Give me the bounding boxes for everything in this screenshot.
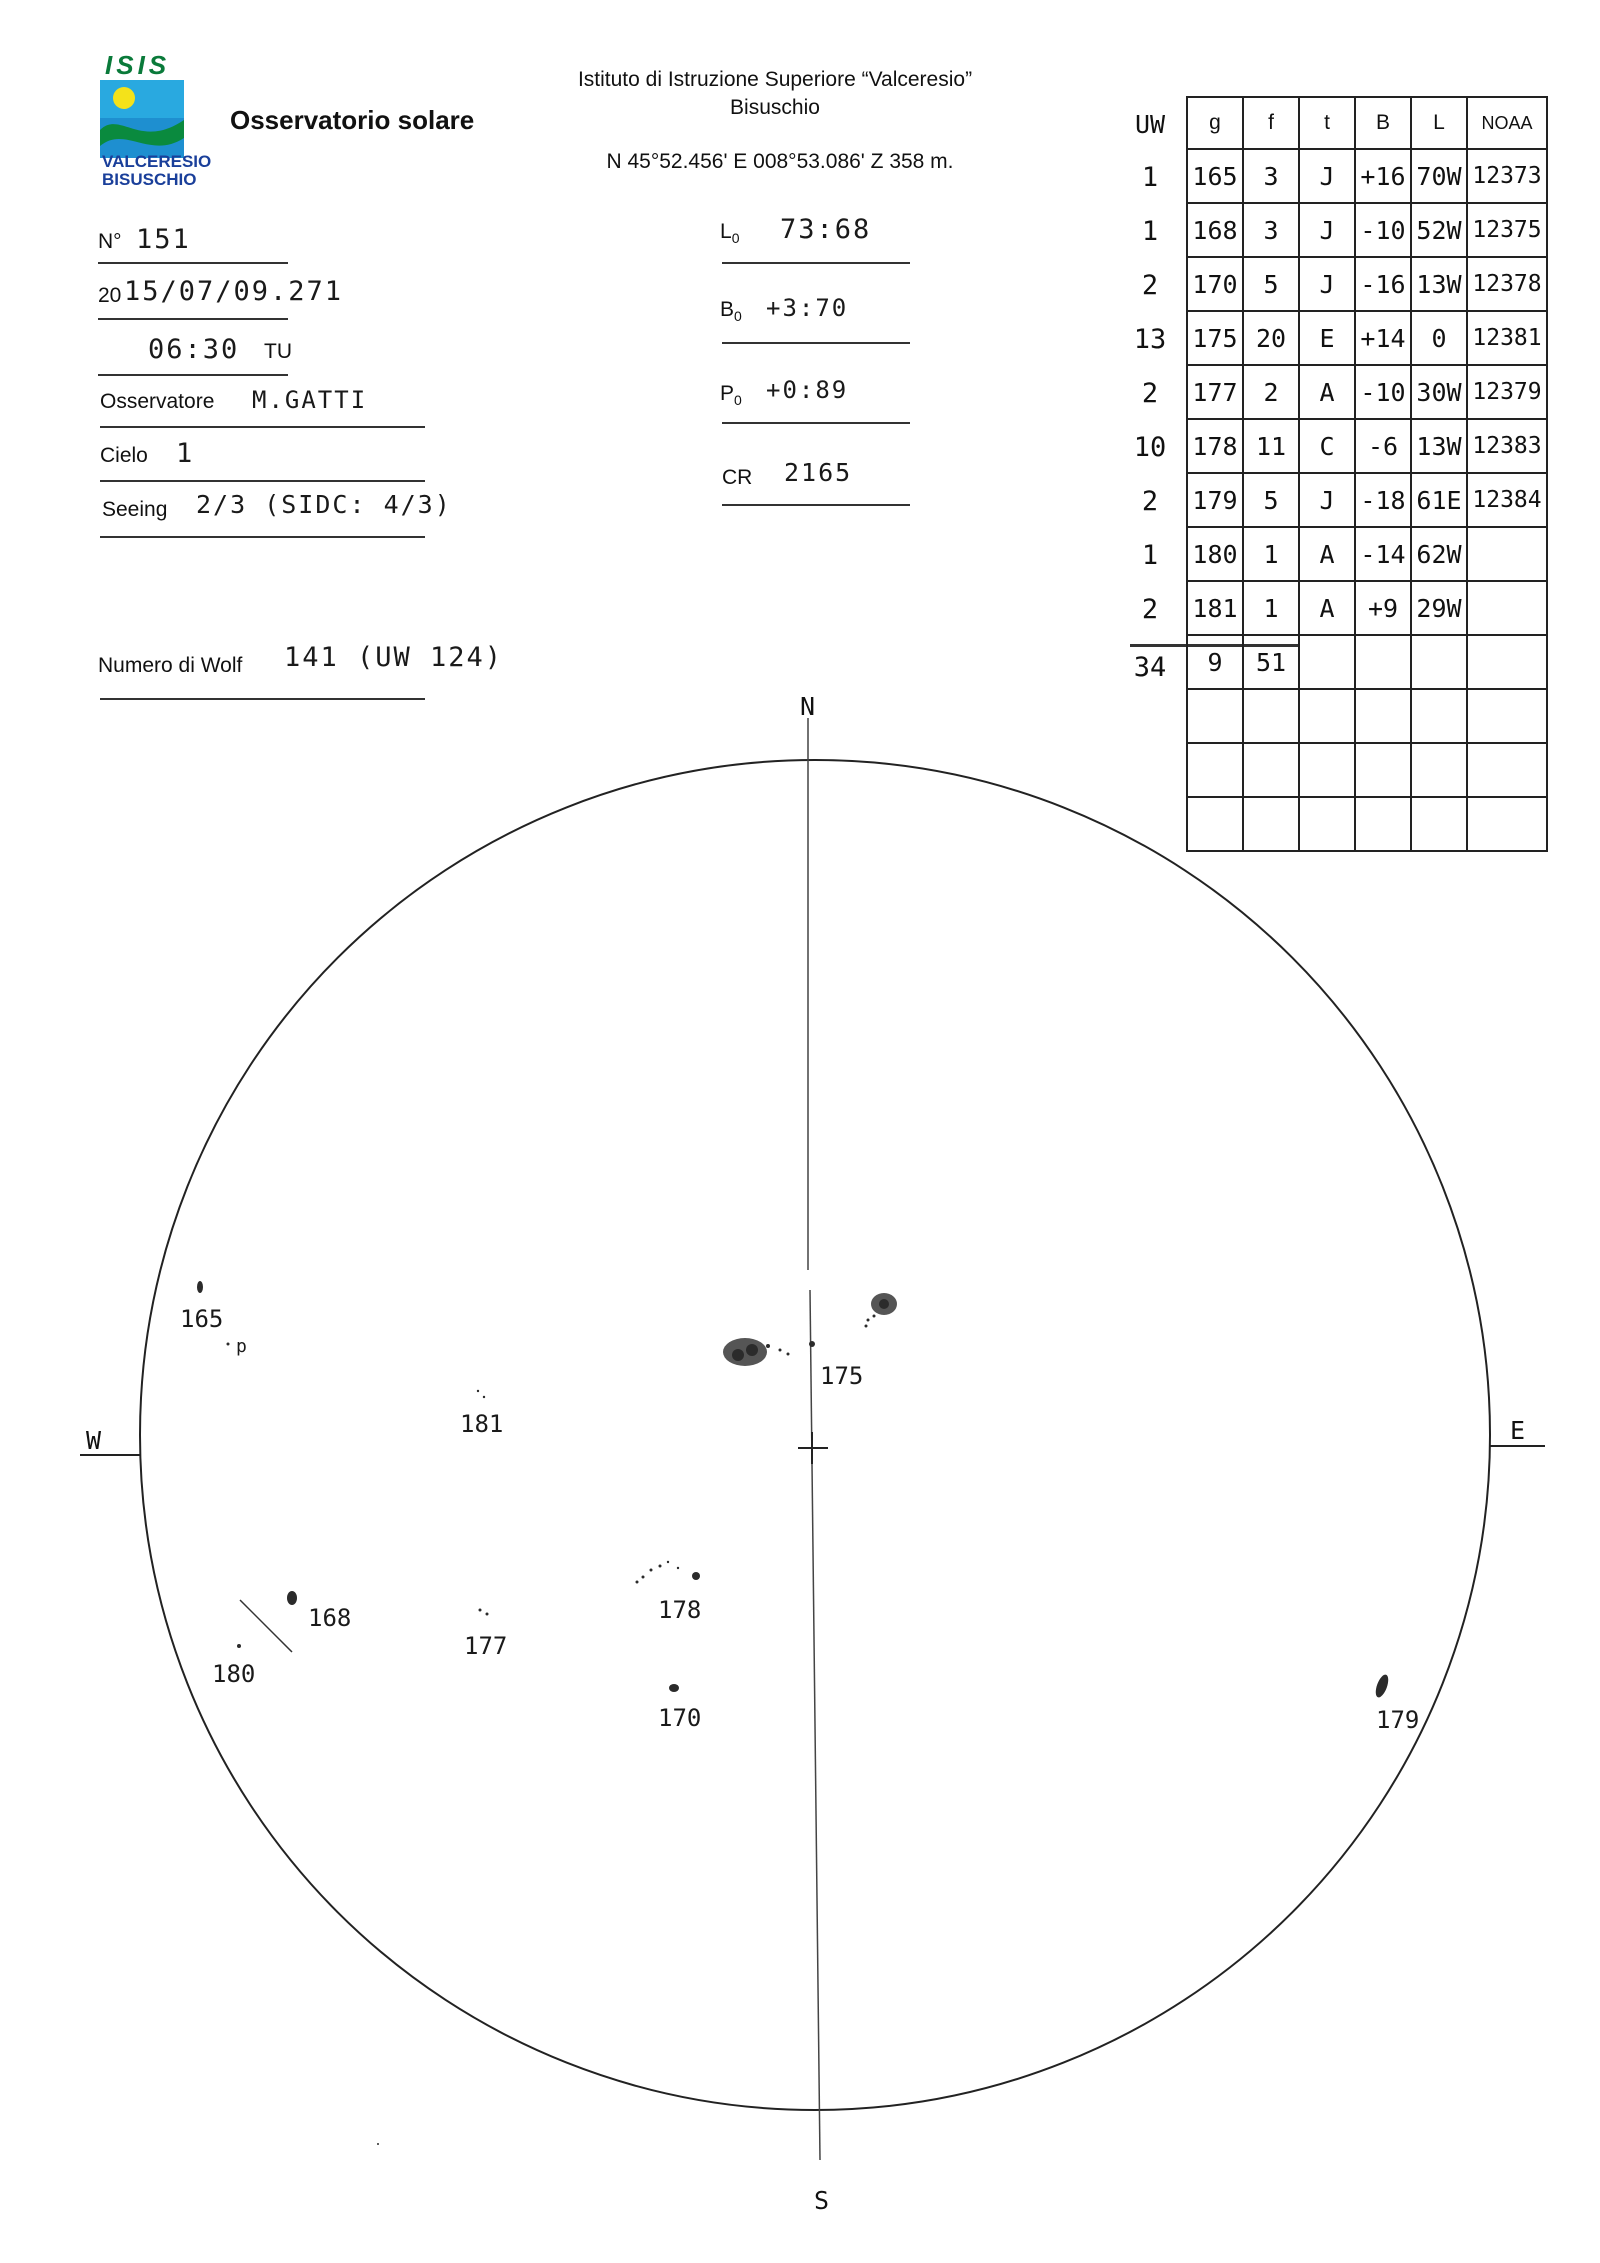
header-noaa: NOAA <box>1467 97 1547 149</box>
south-label: S <box>814 2186 830 2215</box>
cell-g: 181 <box>1187 581 1243 635</box>
cell-f: 2 <box>1243 365 1299 419</box>
solar-disk-outline <box>140 760 1490 2110</box>
cell-f: 5 <box>1243 257 1299 311</box>
cell-b: -14 <box>1355 527 1411 581</box>
date-value: 15/07/09.271 <box>124 276 344 307</box>
spot-175-a <box>723 1338 767 1366</box>
spot-178 <box>692 1572 700 1580</box>
cell-l: 30W <box>1411 365 1467 419</box>
b0-label: $B_0$ <box>720 298 742 325</box>
observer-value: M.GATTI <box>252 386 368 414</box>
cell-b: -10 <box>1355 203 1411 257</box>
uw-row-5: 2 <box>1141 378 1159 409</box>
cell-noaa: 12373 <box>1467 149 1547 203</box>
cell-l: 29W <box>1411 581 1467 635</box>
uw-header: UW <box>1134 110 1166 139</box>
header-f: f <box>1243 97 1299 149</box>
cell-t: C <box>1299 419 1355 473</box>
number-value: 151 <box>136 224 191 255</box>
cell-g: 168 <box>1187 203 1243 257</box>
p0-label: $P_0$ <box>720 382 742 409</box>
cell-l: 61E <box>1411 473 1467 527</box>
cell-b: -6 <box>1355 419 1411 473</box>
group-181-label: 181 <box>460 1410 504 1438</box>
cell-l: 52W <box>1411 203 1467 257</box>
cell-t: J <box>1299 203 1355 257</box>
cell-f: 11 <box>1243 419 1299 473</box>
sky-value: 1 <box>176 438 195 469</box>
west-label: W <box>86 1426 102 1455</box>
time-zone: TU <box>264 340 292 363</box>
cell-b: -16 <box>1355 257 1411 311</box>
total-f: 51 <box>1243 635 1299 689</box>
uw-row-2: 1 <box>1141 216 1159 247</box>
group-178-label: 178 <box>658 1596 702 1624</box>
cr-value: 2165 <box>784 458 853 487</box>
cell-f: 20 <box>1243 311 1299 365</box>
south-axis-line <box>810 1290 820 2160</box>
uw-row-4: 13 <box>1133 324 1167 355</box>
cell-noaa: 12381 <box>1467 311 1547 365</box>
cell-t: A <box>1299 581 1355 635</box>
uw-row-3: 2 <box>1141 270 1159 301</box>
cell-b: +14 <box>1355 311 1411 365</box>
wolf-number-label: Numero di Wolf <box>98 654 243 677</box>
group-165-label: 165 <box>180 1305 224 1333</box>
group-179-label: 179 <box>1376 1706 1420 1734</box>
cell-noaa: 12383 <box>1467 419 1547 473</box>
cell-b: -10 <box>1355 365 1411 419</box>
cell-l: 13W <box>1411 257 1467 311</box>
cell-g: 180 <box>1187 527 1243 581</box>
cell-g: 177 <box>1187 365 1243 419</box>
observatory-title: Osservatorio solare <box>230 105 475 135</box>
uw-row-8: 1 <box>1141 540 1159 571</box>
cell-t: A <box>1299 527 1355 581</box>
seeing-label: Seeing <box>102 498 168 521</box>
header-t: t <box>1299 97 1355 149</box>
header-g: g <box>1187 97 1243 149</box>
cell-b: -18 <box>1355 473 1411 527</box>
group-175-label: 175 <box>820 1362 864 1390</box>
uw-row-9: 2 <box>1141 594 1159 625</box>
sunspots <box>197 1281 1391 2145</box>
logo-caption-bisuschio: BISUSCHIO <box>102 170 197 189</box>
wolf-number-value: 141 (UW 124) <box>284 642 504 673</box>
time-value: 06:30 <box>148 334 240 365</box>
institute-name: Istituto di Istruzione Superiore “Valceresio” <box>577 68 973 91</box>
spot-180 <box>237 1644 241 1648</box>
spot-p-label: p <box>236 1336 247 1357</box>
cell-noaa: 12379 <box>1467 365 1547 419</box>
date-prefix: 20 <box>98 284 122 307</box>
cell-b: +16 <box>1355 149 1411 203</box>
spot-p <box>227 1343 230 1346</box>
spot-168 <box>287 1591 297 1605</box>
spot-165 <box>197 1281 203 1293</box>
spot-177 <box>479 1609 482 1612</box>
logo-caption-valceresio: VALCERESIO <box>102 152 212 171</box>
l0-value: 73:68 <box>780 214 872 245</box>
l0-label: $L_0$ <box>720 220 740 247</box>
spot-179 <box>1373 1673 1391 1699</box>
group-168-label: 168 <box>308 1604 352 1632</box>
cell-f: 1 <box>1243 581 1299 635</box>
spot-168-line <box>240 1600 292 1652</box>
header-l: L <box>1411 97 1467 149</box>
cell-f: 3 <box>1243 149 1299 203</box>
cell-t: J <box>1299 149 1355 203</box>
cell-l: 62W <box>1411 527 1467 581</box>
cell-l: 0 <box>1411 311 1467 365</box>
cell-t: E <box>1299 311 1355 365</box>
group-180-label: 180 <box>212 1660 256 1688</box>
cell-f: 5 <box>1243 473 1299 527</box>
uw-row-6: 10 <box>1133 432 1167 463</box>
cell-l: 13W <box>1411 419 1467 473</box>
cell-t: J <box>1299 257 1355 311</box>
group-170-label: 170 <box>658 1704 702 1732</box>
cr-label: CR <box>722 466 753 489</box>
seeing-value: 2/3 (SIDC: 4/3) <box>196 490 452 519</box>
sky-label: Cielo <box>100 444 148 467</box>
cell-noaa: 12375 <box>1467 203 1547 257</box>
cell-t: A <box>1299 365 1355 419</box>
cell-g: 179 <box>1187 473 1243 527</box>
cell-b: +9 <box>1355 581 1411 635</box>
uw-row-7: 2 <box>1141 486 1159 517</box>
cell-noaa: 12384 <box>1467 473 1547 527</box>
group-177-label: 177 <box>464 1632 508 1660</box>
cell-g: 165 <box>1187 149 1243 203</box>
uw-total: 34 <box>1133 652 1167 683</box>
cell-f: 3 <box>1243 203 1299 257</box>
cell-t: J <box>1299 473 1355 527</box>
cell-l: 70W <box>1411 149 1467 203</box>
institute-town: Bisuschio <box>730 96 820 119</box>
number-label: N° <box>98 230 122 253</box>
north-label: N <box>800 692 816 721</box>
spot-175-b <box>809 1341 815 1347</box>
observer-label: Osservatore <box>100 390 215 413</box>
uw-row-1: 1 <box>1141 162 1159 193</box>
east-label: E <box>1510 1416 1526 1445</box>
cell-noaa: 12378 <box>1467 257 1547 311</box>
total-g: 9 <box>1187 635 1243 689</box>
cell-f: 1 <box>1243 527 1299 581</box>
logo-isis-text: ISIS <box>105 50 171 80</box>
cell-g: 178 <box>1187 419 1243 473</box>
p0-value: +0:89 <box>766 376 849 404</box>
spot-170 <box>669 1684 679 1692</box>
observatory-coordinates: N 45°52.456' E 008°53.086' Z 358 m. <box>606 150 954 173</box>
cell-g: 170 <box>1187 257 1243 311</box>
header-b: B <box>1355 97 1411 149</box>
b0-value: +3:70 <box>766 294 849 322</box>
cell-g: 175 <box>1187 311 1243 365</box>
